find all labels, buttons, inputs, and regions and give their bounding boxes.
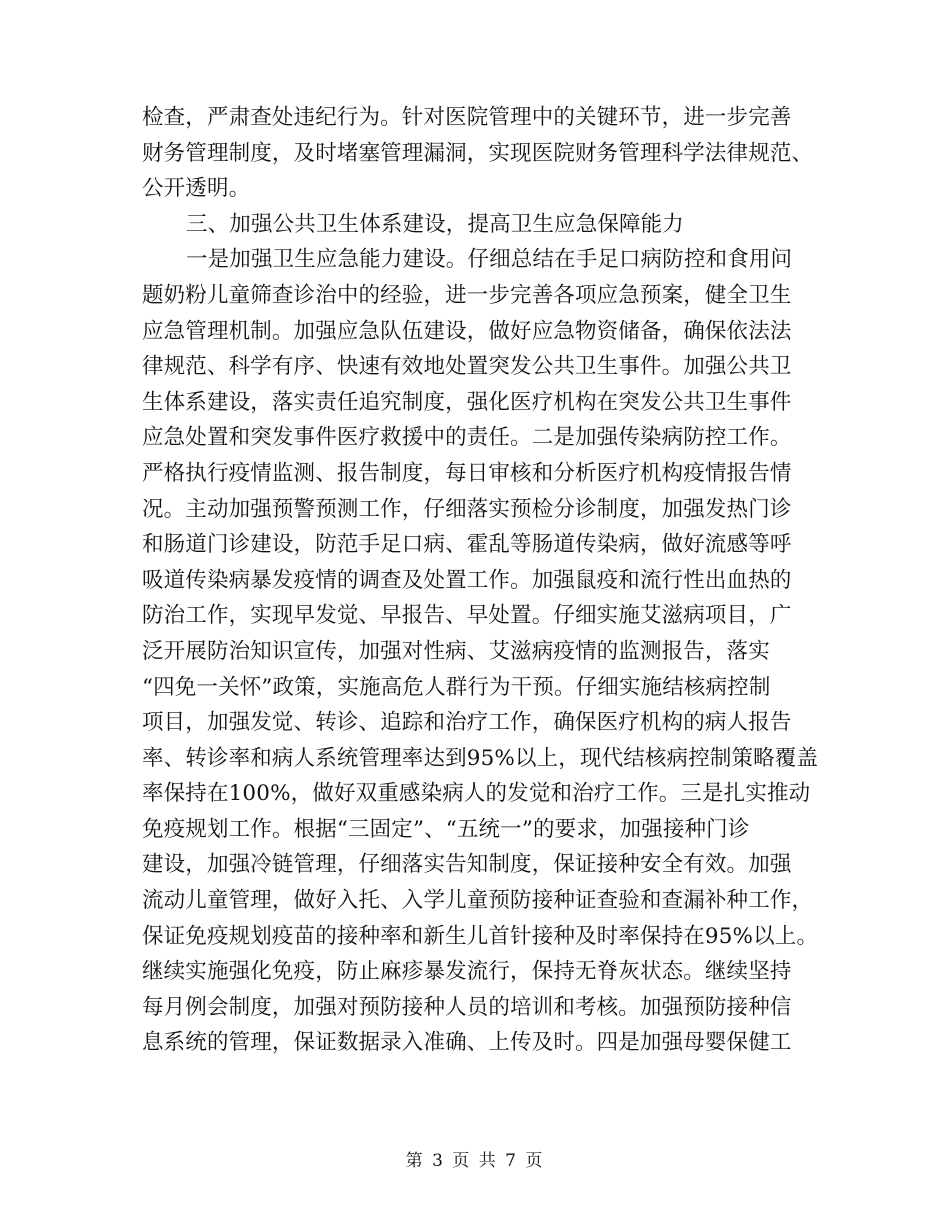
body-line: 率、转诊率和病人系统管理率达到95%以上，现代结核病控制策略覆盖	[142, 745, 819, 771]
body-line: 检查，严肃查处违纪行为。针对医院管理中的关键环节，进一步完善	[142, 105, 792, 130]
body-line: 项目，加强发觉、转诊、追踪和治疗工作，确保医疗机构的病人报告	[142, 710, 792, 736]
body-line: “四免一关怀”政策，实施高危人群行为干预。仔细实施结核病控制	[142, 674, 771, 700]
body-line: 严格执行疫情监测、报告制度，每日审核和分析医疗机构疫情报告情	[142, 460, 792, 486]
body-line: 和肠道门诊建设，防范手足口病、霍乱等肠道传染病，做好流感等呼	[142, 532, 792, 558]
document-body	[142, 100, 819, 1061]
body-line: 应急处置和突发事件医疗救援中的责任。二是加强传染病防控工作。	[142, 425, 792, 451]
body-line: 生体系建设，落实责任追究制度，强化医疗机构在突发公共卫生事件	[142, 389, 792, 415]
body-line: 每月例会制度，加强对预防接种人员的培训和考核。加强预防接种信	[142, 994, 792, 1020]
body-line: 免疫规划工作。根据“三固定”、“五统一”的要求，加强接种门诊	[142, 816, 750, 842]
body-line: 律规范、科学有序、快速有效地处置突发公共卫生事件。加强公共卫	[142, 354, 792, 380]
paragraph-first-line: 一是加强卫生应急能力建设。仔细总结在手足口病防控和食用问	[186, 247, 793, 273]
body-line: 应急管理机制。加强应急队伍建设，做好应急物资储备，确保依法法	[142, 318, 792, 344]
body-line: 泛开展防治知识宣传，加强对性病、艾滋病疫情的监测报告，落实	[142, 638, 770, 664]
body-line: 况。主动加强预警预测工作，仔细落实预检分诊制度，加强发热门诊	[142, 496, 792, 522]
body-line: 防治工作，实现早发觉、早报告、早处置。仔细实施艾滋病项目，广	[142, 603, 792, 629]
body-line: 吸道传染病暴发疫情的调查及处置工作。加强鼠疫和流行性出血热的	[142, 567, 792, 593]
body-line: 公开透明。	[142, 176, 251, 202]
body-line: 建设，加强冷链管理，仔细落实告知制度，保证接种安全有效。加强	[142, 852, 792, 878]
body-line: 率保持在100%，做好双重感染病人的发觉和治疗工作。三是扎实推动	[142, 781, 811, 807]
body-line: 继续实施强化免疫，防止麻疹暴发流行，保持无脊灰状态。继续坚持	[142, 959, 792, 985]
body-line: 流动儿童管理，做好入托、入学儿童预防接种证查验和查漏补种工作，	[142, 888, 814, 914]
page-footer: 第 3 页 共 7 页	[405, 1151, 545, 1171]
body-line: 题奶粉儿童筛查诊治中的经验，进一步完善各项应急预案，健全卫生	[142, 282, 792, 308]
body-line: 保证免疫规划疫苗的接种率和新生儿首针接种及时率保持在95%以上。	[142, 923, 819, 949]
section-heading: 三、加强公共卫生体系建设，提高卫生应急保障能力	[186, 211, 684, 237]
body-line: 息系统的管理，保证数据录入准确、上传及时。四是加强母婴保健工	[142, 1030, 792, 1056]
body-line: 财务管理制度，及时堵塞管理漏洞，实现医院财务管理科学法律规范、	[142, 140, 814, 166]
